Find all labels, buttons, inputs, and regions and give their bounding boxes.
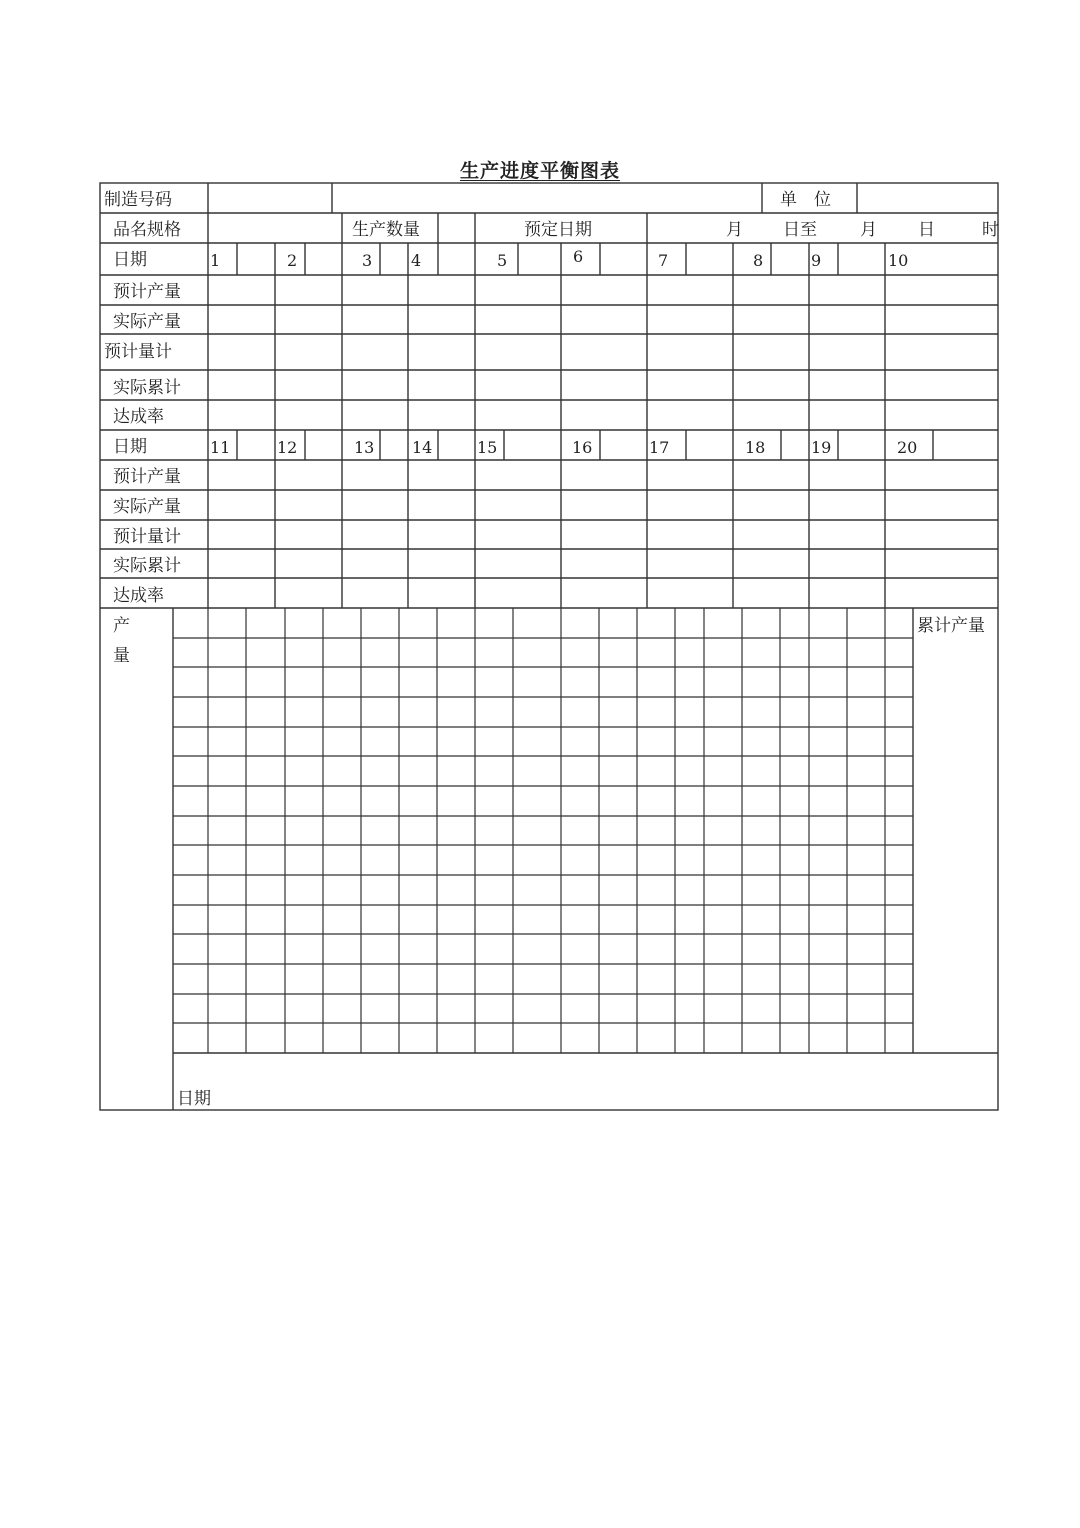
day-number: 18 — [745, 438, 766, 457]
day-number: 8 — [753, 251, 764, 270]
day-number: 4 — [411, 251, 422, 270]
day-number: 15 — [477, 438, 498, 457]
day-number: 3 — [362, 251, 373, 270]
day-number: 7 — [658, 251, 669, 270]
day-label-2: 日 — [918, 220, 935, 240]
mfg-no-label: 制造号码 — [104, 190, 172, 210]
row-label-planned-total: 预计量计 — [104, 342, 172, 362]
row-label-actual-total: 实际累计 — [113, 556, 181, 576]
form-border — [100, 183, 998, 1110]
month-label-2: 月 — [860, 220, 877, 240]
row-label-achievement-rate: 达成率 — [113, 407, 164, 427]
day-number: 12 — [277, 438, 298, 457]
month-label-1: 月 — [726, 220, 743, 240]
day-number: 10 — [888, 251, 909, 270]
day-number: 1 — [210, 251, 221, 270]
day-number: 13 — [354, 438, 375, 457]
hour-label: 时 — [982, 220, 999, 240]
day-number: 2 — [287, 251, 298, 270]
day-number: 5 — [497, 251, 508, 270]
day-number: 9 — [811, 251, 822, 270]
chart-right-label: 累计产量 — [917, 616, 985, 636]
row-label-actual-output: 实际产量 — [113, 312, 181, 332]
production-quantity-label: 生产数量 — [352, 220, 420, 240]
chart-grid — [173, 608, 913, 1053]
row-label-planned-total: 预计量计 — [113, 527, 181, 547]
day-number: 16 — [572, 438, 593, 457]
row-label-achievement-rate: 达成率 — [113, 586, 164, 606]
page-title: 生产进度平衡图表 — [459, 160, 620, 182]
chart-x-label: 日期 — [177, 1089, 211, 1109]
day-number: 20 — [897, 438, 918, 457]
day-number: 6 — [573, 247, 584, 266]
day-number: 14 — [412, 438, 433, 457]
day-number: 19 — [811, 438, 832, 457]
row-label-planned-output: 预计产量 — [113, 467, 181, 487]
unit-label: 单 位 — [780, 190, 831, 210]
day-to-label: 日至 — [783, 220, 817, 240]
row-label-actual-total: 实际累计 — [113, 378, 181, 398]
row-label-planned-output: 预计产量 — [113, 282, 181, 302]
day-number: 17 — [649, 438, 670, 457]
date-label: 日期 — [113, 250, 147, 270]
day-number: 11 — [210, 438, 231, 457]
product-spec-label: 品名规格 — [113, 220, 181, 240]
chart-y-label-1: 产 — [113, 616, 130, 636]
row-label-actual-output: 实际产量 — [113, 497, 181, 517]
chart-y-label-2: 量 — [113, 646, 130, 666]
scheduled-date-label: 预定日期 — [524, 220, 592, 240]
date-label: 日期 — [113, 437, 147, 457]
